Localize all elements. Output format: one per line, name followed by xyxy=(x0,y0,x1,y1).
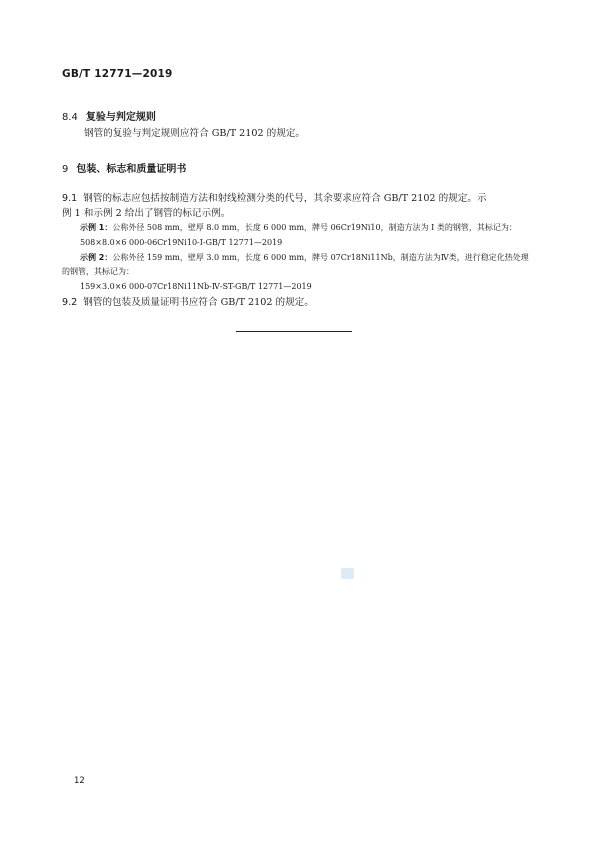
standard-code: GB/T 12771—2019 xyxy=(62,68,173,80)
example-description: 公称外径 508 mm，壁厚 8.0 mm，长度 6 000 mm，牌号 06Cr19Ni10，制造方法为 Ⅰ 类的钢管，其标记为： xyxy=(112,223,517,232)
example-1-text xyxy=(80,222,517,234)
section-9-1-line2: 例 1 和示例 2 给出了钢管的标记示例。 xyxy=(62,208,231,219)
example-description: 公称外径 159 mm，壁厚 3.0 mm，长度 6 000 mm，牌号 07Cr18Ni11Nb，制造方法为Ⅳ类，进行稳定化热处理 xyxy=(112,253,529,262)
clause-text: 钢管的标志应包括按制造方法和射线检测分类的代号，其余要求应符合 GB/T 2102 的规定。示 xyxy=(83,193,487,204)
watermark-logo xyxy=(341,568,354,579)
example-2-marking: 159×3.0×6 000-07Cr18Ni11Nb-Ⅳ-ST-GB/T 12771—2019 xyxy=(80,282,312,291)
section-title: 复验与判定规则 xyxy=(85,112,156,123)
page-number: 12 xyxy=(74,776,85,786)
example-1-marking: 508×8.0×6 000-06Cr19Ni10-Ⅰ-GB/T 12771—2019 xyxy=(80,238,283,247)
section-title: 包装、标志和质量证明书 xyxy=(76,164,187,175)
clause-number: 9.2 xyxy=(62,297,78,308)
section-8-4-heading xyxy=(62,108,156,123)
section-number: 8.4 xyxy=(62,112,78,123)
clause-number: 9.1 xyxy=(62,193,78,204)
section-9-heading xyxy=(62,160,186,175)
example-2-text-continued: 的钢管，其标记为： xyxy=(62,267,134,276)
example-label: 示例 1： xyxy=(80,223,113,232)
section-8-4-text: 钢管的复验与判定规则应符合 GB/T 2102 的规定。 xyxy=(84,128,306,139)
section-9-2-text xyxy=(62,295,314,310)
section-number: 9 xyxy=(62,164,69,175)
example-label: 示例 2： xyxy=(80,253,113,262)
clause-text: 钢管的包装及质量证明书应符合 GB/T 2102 的规定。 xyxy=(83,297,314,308)
example-2-text xyxy=(80,252,529,264)
end-of-document-rule xyxy=(236,331,352,332)
section-9-1-line1 xyxy=(62,191,487,206)
